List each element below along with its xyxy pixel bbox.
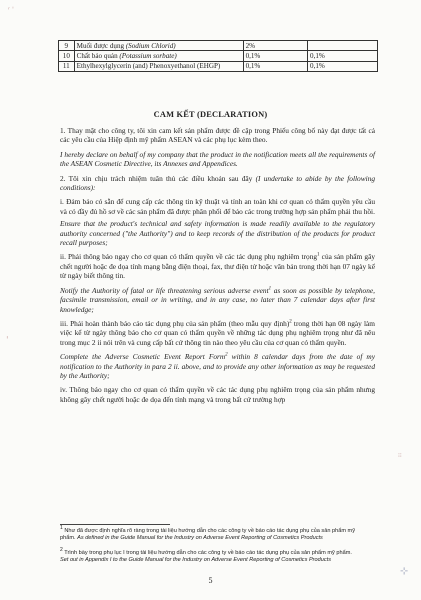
row-number: 9 [59,41,75,51]
margin-mark-left: ˌ [6,330,9,340]
margin-mark-right: ⁝⁝ [398,452,402,459]
page-number: 5 [208,576,213,585]
footnote-divider [60,524,170,525]
margin-mark-bottom: ⊹ [400,566,409,577]
concentration-1: 0,1% [243,61,307,71]
paragraph-1-en: I hereby declare on behalf of my company that the product in the notification meets all the requirements of the ASEAN Cosmetic Directive, its Annexes and Appendices. [60,149,375,169]
table-row [59,61,378,71]
footnote-1: $^1$ Như đã được định nghĩa rõ ràng trong tài liệu hướng dẫn cho các công ty về báo cáo tác dụng phụ của sản phẩm mỹ phẩm. As defined in the Guide Manual for the Industry on Adverse Event Reporting of Cosmetics Products [60,525,356,541]
paragraph-1-vi: 1. Thay mặt cho công ty, tôi xin cam kết sản phẩm được đề cập trong Phiếu công bố này đạt được tất cả các yêu cầu của Hiệp định mỹ phẩm ASEAN và các phụ lục kèm theo. [60,126,375,145]
concentration-2: 0,1% [308,51,378,61]
ingredient-name: Chất bảo quản (Potassium sorbate) [74,51,243,61]
clause-iii-en: Complete the Adverse Cosmetic Event Report Form$^2$ within 8 calendar days from the date of my notification to the Authority in para 2 ii. above, and to provide any other information as may be requested by the Authority; [60,352,375,380]
clause-iv-vi: iv. Thông báo ngay cho cơ quan có thẩm quyền về các tác dụng phụ nghiêm trọng của sản phẩm nhưng không gây chết người hoặc đe dọa đến tính mạng và trong bất cứ trường hợp [60,385,375,404]
clause-ii-en: Notify the Authority of fatal or life threatening serious adverse event$^1$ as soon as possible by telephone, facsimile transmission, email or in writing, and in any case, no later than 7 calendar days after first knowledge; [60,285,375,314]
table-row [59,41,378,51]
concentration-2: 0,1% [308,61,378,71]
ingredient-table [58,40,378,72]
declaration-body [60,126,375,409]
clause-i-en: Ensure that the product's technical and safety information is made readily available to the regulatory authority concerned ("the Authority") and to keep records of the distribution of the products for product recall purposes; [60,219,375,248]
table-row [59,51,378,61]
concentration-1: 0,1% [243,51,307,61]
clause-iii-vi: iii. Phải hoàn thành báo cáo tác dụng phụ của sản phẩm (theo mẫu quy định)$^2$ trong thời hạn 08 ngày làm việc kể từ ngày thông báo cho cơ quan có thẩm quyền về những tác dụng phụ nghiêm trọng như đã nêu trong mục 2 ii nói trên và cung cấp bất cứ thông tin nào theo yêu cầu của cơ quan có thẩm quyền. [60,318,376,347]
footnote-2: $^2$ Trình bày trong phụ lục I trong tài liệu hướng dẫn cho các công ty về báo cáo tác dụng phụ của sản phẩm mỹ phẩm. Set out in Appendix I to the Guide Manual for the Industry on Adverse Event Reporting of Cosmetics Products [60,547,352,563]
ingredient-name: Muối được dụng (Sodium Chlorid) [74,41,243,51]
row-number: 10 [59,51,75,61]
row-number: 11 [59,61,75,71]
paragraph-2: 2. Tôi xin chịu trách nhiệm tuân thủ các điều khoản sau đây (I undertake to abide by the following conditions): [60,173,375,193]
concentration-2 [308,41,378,51]
margin-mark-top: ʳ ˈ [8,6,14,14]
ingredient-name: Ethylhexylglycerin (and) Phenoxyethanol (EHGP) [74,61,243,71]
concentration-1: 2% [243,41,307,51]
clause-ii-vi: ii. Phải thông báo ngay cho cơ quan có thẩm quyền về các tác dụng phụ nghiêm trọng$^1$ của sản phẩm gây chết người hoặc đe dọa tính mạng bằng điện thoại, fax, thư điện tử hoặc văn bản trong thời hạn 07 ngày kể từ ngày biết thông tin. [60,252,376,281]
clause-i-vi: i. Đảm bảo có sẵn để cung cấp các thông tin kỹ thuật và tính an toàn khi cơ quan có thẩm quyền yêu cầu và có đầy đủ hồ sơ về các sản phẩm đã được phân phối để bảo các trong trường hợp sản phẩm phải thu hồi. [60,197,375,216]
declaration-heading: CAM KẾT (DECLARATION) [153,110,268,119]
